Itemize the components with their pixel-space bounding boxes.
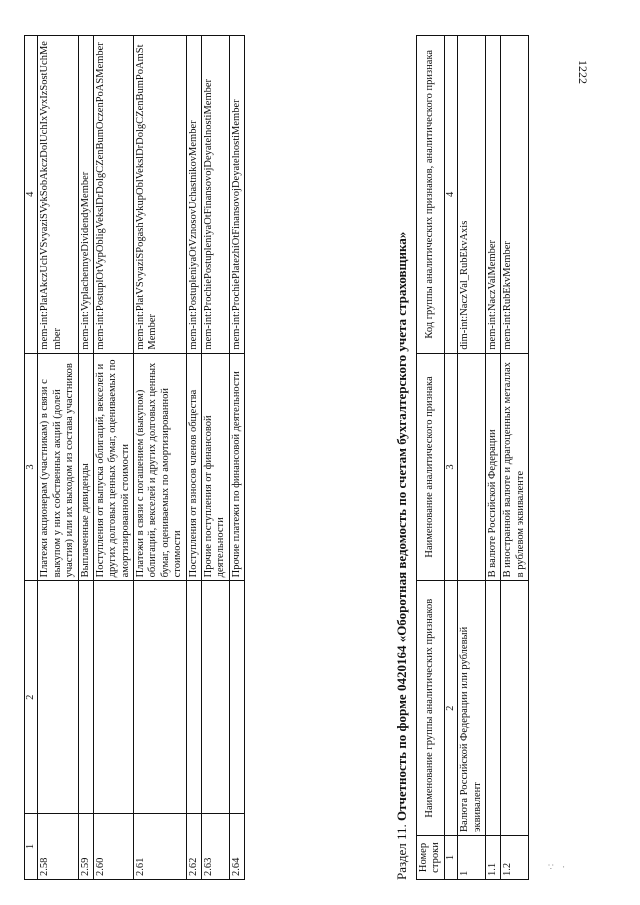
table1-col-1: 1 [25, 814, 38, 880]
attribute-code: mem-int:NaczValMember [485, 36, 500, 354]
table1-col-3: 3 [25, 353, 38, 581]
group-name [93, 581, 133, 814]
row-number: 2.58 [38, 814, 78, 880]
table2-col-4: 4 [444, 36, 457, 354]
attribute-code: mem-int:VyplachennyeDividendyMember [78, 36, 93, 354]
table1-column-numbers [25, 36, 38, 880]
header-group-name: Наименование группы аналитических признаков [417, 581, 445, 836]
page-number: 1222 [576, 60, 590, 84]
attribute-code: dim-int:NaczVal_RubEkvAxis [458, 36, 486, 354]
section-prefix: Раздел 11. [394, 824, 409, 880]
row-number: 1.1 [485, 836, 500, 880]
header-row-number: Номер строки [417, 836, 445, 880]
group-name [78, 581, 93, 814]
attribute-name: В иностранной валюте и драгоценных металлах в рублевом эквиваленте [501, 353, 529, 581]
attribute-name [458, 353, 486, 581]
attribute-name: Прочие платежи по финансовой деятельности [229, 353, 244, 581]
table2-col-2: 2 [444, 581, 457, 836]
row-number: 1 [458, 836, 486, 880]
table2-col-3: 3 [444, 353, 457, 581]
table1-col-4: 4 [25, 36, 38, 354]
table-row [186, 36, 201, 880]
group-name: Валюта Российской Федерации или рублевый эквивалент [458, 581, 486, 836]
attribute-name: Прочие поступления от финансовой деятельности [201, 353, 229, 581]
table-financing-activities [24, 35, 245, 880]
table2-header-row [417, 36, 445, 880]
attribute-code: mem-int:PlatVSvyaziSPogashVykupOblVekslDrDolgCZenBumPoAmStMember [134, 36, 187, 354]
attribute-name: Поступления от выпуска облигаций, векселей и других долговых ценных бумаг, оцениваемых по амортизированной стоимости [93, 353, 133, 581]
row-number: 2.63 [201, 814, 229, 880]
margin-marks: ∵ ⋅ [548, 862, 569, 872]
group-name [485, 581, 500, 836]
row-number: 2.61 [134, 814, 187, 880]
attribute-code: mem-int:PostupleniyaOtVznosovUchastnikovMember [186, 36, 201, 354]
table2-col-1: 1 [444, 836, 457, 880]
table-row [93, 36, 133, 880]
table-turnover-sheet [416, 35, 529, 880]
group-name [38, 581, 78, 814]
attribute-code: mem-int:RubEkvMember [501, 36, 529, 354]
attribute-name: В валюте Российской Федерации [485, 353, 500, 581]
table-row [485, 36, 500, 880]
row-number: 2.64 [229, 814, 244, 880]
attribute-name: Платежи в связи с погашением (выкупом) облигаций, векселей и других долговых ценных бумаг, оцениваемых по амортизированной стоимости [134, 353, 187, 581]
group-name [186, 581, 201, 814]
row-number: 2.62 [186, 814, 201, 880]
attribute-code: mem-int:PlatAkczUchVSvyaziSVykSobAkczDolUchIxVyxIzSostUchMember [38, 36, 78, 354]
table1-col-2: 2 [25, 581, 38, 814]
section-heading [394, 35, 410, 880]
attribute-code: mem-int:PostuplOtVypObligVekslDrDolgCZenBumOczenPoASMember [93, 36, 133, 354]
table-row [229, 36, 244, 880]
table-row [458, 36, 486, 880]
attribute-name: Выплаченные дивиденды [78, 353, 93, 581]
table-row [134, 36, 187, 880]
row-number: 2.60 [93, 814, 133, 880]
header-attribute-name: Наименование аналитического признака [417, 353, 445, 581]
rotated-page-content [24, 35, 584, 880]
group-name [229, 581, 244, 814]
table-row [78, 36, 93, 880]
table-row [501, 36, 529, 880]
row-number: 1.2 [501, 836, 529, 880]
attribute-name: Поступления от взносов членов общества [186, 353, 201, 581]
group-name [201, 581, 229, 814]
group-name [501, 581, 529, 836]
attribute-code: mem-int:ProchiePlatezhiOtFinansovojDeyatelnostiMember [229, 36, 244, 354]
row-number: 2.59 [78, 814, 93, 880]
group-name [134, 581, 187, 814]
section-title: Отчетность по форме 0420164 «Оборотная ведомость по счетам бухгалтерского учета страховщика» [394, 231, 409, 821]
table-row [201, 36, 229, 880]
attribute-name: Платежи акционерам (участникам) в связи с выкупом у них собственных акций (долей участия) или их выходом из состава участников [38, 353, 78, 581]
attribute-code: mem-int:ProchiePostupleniyaOtFinansovojDeyatelnostiMember [201, 36, 229, 354]
table2-column-numbers [444, 36, 457, 880]
table-row [38, 36, 78, 880]
header-attribute-code: Код группы аналитических признаков, аналитического признака [417, 36, 445, 354]
